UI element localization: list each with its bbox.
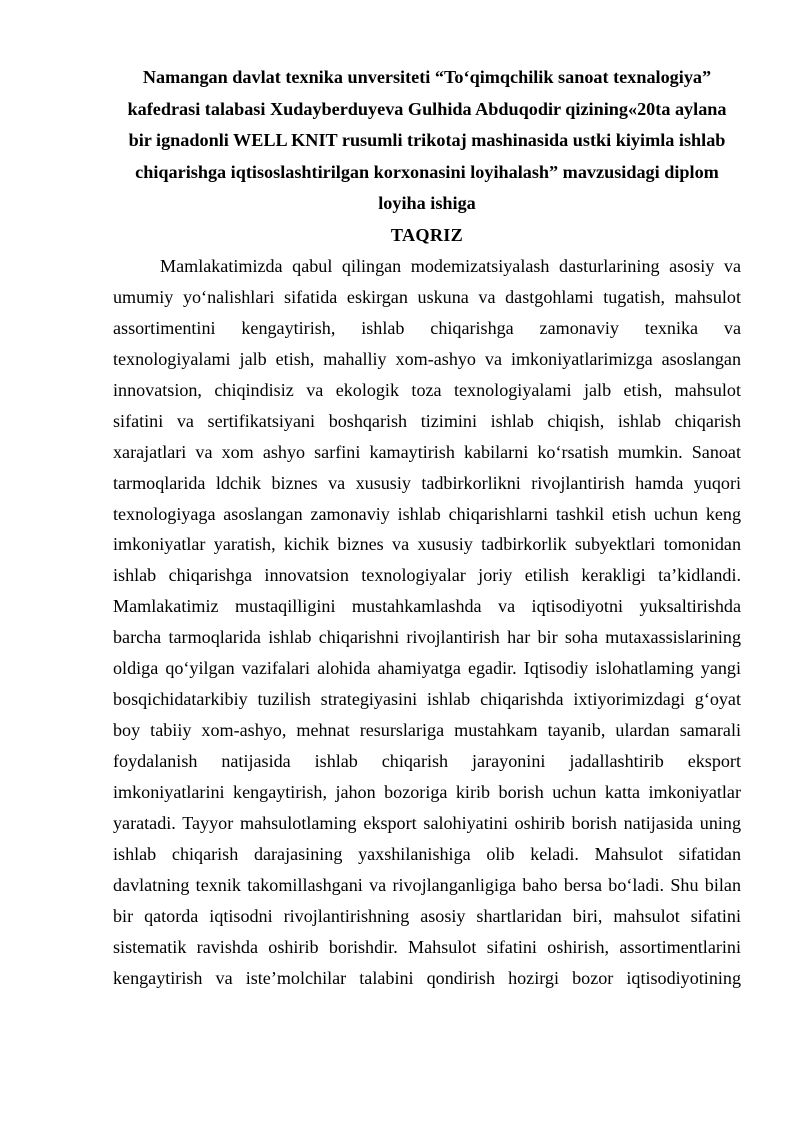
body-line: ishlab chiqarish darajasining yaxshilanishiga olib keladi. Mahsulot sifatidan xyxy=(113,843,741,864)
body-line: innovatsion, chiqindisiz va ekologik toza texnologiyalami jalb etish, mahsulot xyxy=(113,379,741,400)
body-line: bosqichidatarkibiy tuzilish strategiyasini ishlab chiqarishda ixtiyorimizdagi g‘oyat xyxy=(113,689,741,710)
body-line: texnologiyalami jalb etish, mahalliy xom-ashyo va imkoniyatlarimizga asoslangan xyxy=(113,348,741,369)
body-line: oldiga qo‘yilgan vazifalari alohida ahamiyatga egadir. Iqtisodiy islohatlaming yangi xyxy=(113,658,741,679)
body-line: sifatini va sertifikatsiyani boshqarish tizimini ishlab chiqish, ishlab chiqarish xyxy=(113,410,741,431)
document-page xyxy=(113,62,741,994)
body-line: texnologiyaga asoslangan zamonaviy ishlab chiqarishlarni tashkil etish uchun keng xyxy=(113,503,741,524)
body-line: xarajatlari va xom ashyo sarfini kamaytirish kabilarni ko‘rsatish mumkin. Sanoat xyxy=(113,441,741,462)
body-line: boy tabiiy xom-ashyo, mehnat resurslariga mustahkam tayanib, ulardan samarali xyxy=(113,720,741,741)
heading-line: Namangan davlat texnika unversiteti “To‘qimqchilik sanoat texnalogiya” xyxy=(142,67,712,87)
body-line: imkoniyatlarini kengaytirish, jahon bozoriga kirib borish uchun katta imkoniyatlar xyxy=(113,781,741,802)
body-line: sistematik ravishda oshirib borishdir. Mahsulot sifatini oshirish, assortimentlarini xyxy=(113,936,741,957)
body-line: tarmoqlarida ldchik biznes va xususiy tadbirkorlikni rivojlantirish hamda yuqori xyxy=(113,472,741,493)
heading-line: chiqarishga iqtisoslashtirilgan korxonasini loyihalash” mavzusidagi diplom xyxy=(135,161,719,182)
body-line: umumiy yo‘nalishlari sifatida eskirgan uskuna va dastgohlami tugatish, mahsulot xyxy=(113,286,741,307)
body-line: Mamlakatimiz mustaqilligini mustahkamlashda va iqtisodiyotni yuksaltirishda xyxy=(113,596,741,617)
body-line: foydalanish natijasida ishlab chiqarish jarayonini jadallashtirib eksport xyxy=(113,751,741,771)
body-line: assortimentini kengaytirish, ishlab chiqarishga zamonaviy texnika va xyxy=(113,317,741,338)
body-line: davlatning texnik takomillashgani va rivojlanganligiga baho bersa bo‘ladi. Shu bilan xyxy=(113,874,741,895)
heading-line: bir ignadonli WELL KNIT rusumli trikotaj mashinasida ustki kiyimla ishlab xyxy=(128,130,726,150)
body-line: bir qatorda iqtisodni rivojlantirishning asosiy shartlaridan biri, mahsulot sifatini xyxy=(113,905,741,926)
heading-line: loyiha ishiga xyxy=(378,193,476,213)
body-line: Mamlakatimizda qabul qilingan modemizatsiyalash dasturlarining asosiy va xyxy=(160,256,741,276)
body-line: kengaytirish va iste’molchilar talabini qondirish hozirgi bozor iqtisodiyotining xyxy=(113,967,741,988)
review-body xyxy=(113,251,741,994)
body-line: ishlab chiqarishga innovatsion texnologiyalar joriy etilish kerakligi ta’kidlandi. xyxy=(113,565,741,586)
body-line: yaratadi. Tayyor mahsulotlaming eksport salohiyatini oshirib borish natijasida uning xyxy=(113,812,741,833)
body-line: barcha tarmoqlarida ishlab chiqarishni rivojlantirish har bir soha mutaxassislarining xyxy=(113,627,741,648)
document-heading xyxy=(113,62,741,220)
heading-line: kafedrasi talabasi Xudayberduyeva Gulhida Abduqodir qizining«20ta aylana xyxy=(127,98,727,119)
body-line: imkoniyatlar yaratish, kichik biznes va xususiy tadbirkorlik subyektlari tomonidan xyxy=(113,534,741,555)
document-title: TAQRIZ xyxy=(390,224,464,245)
